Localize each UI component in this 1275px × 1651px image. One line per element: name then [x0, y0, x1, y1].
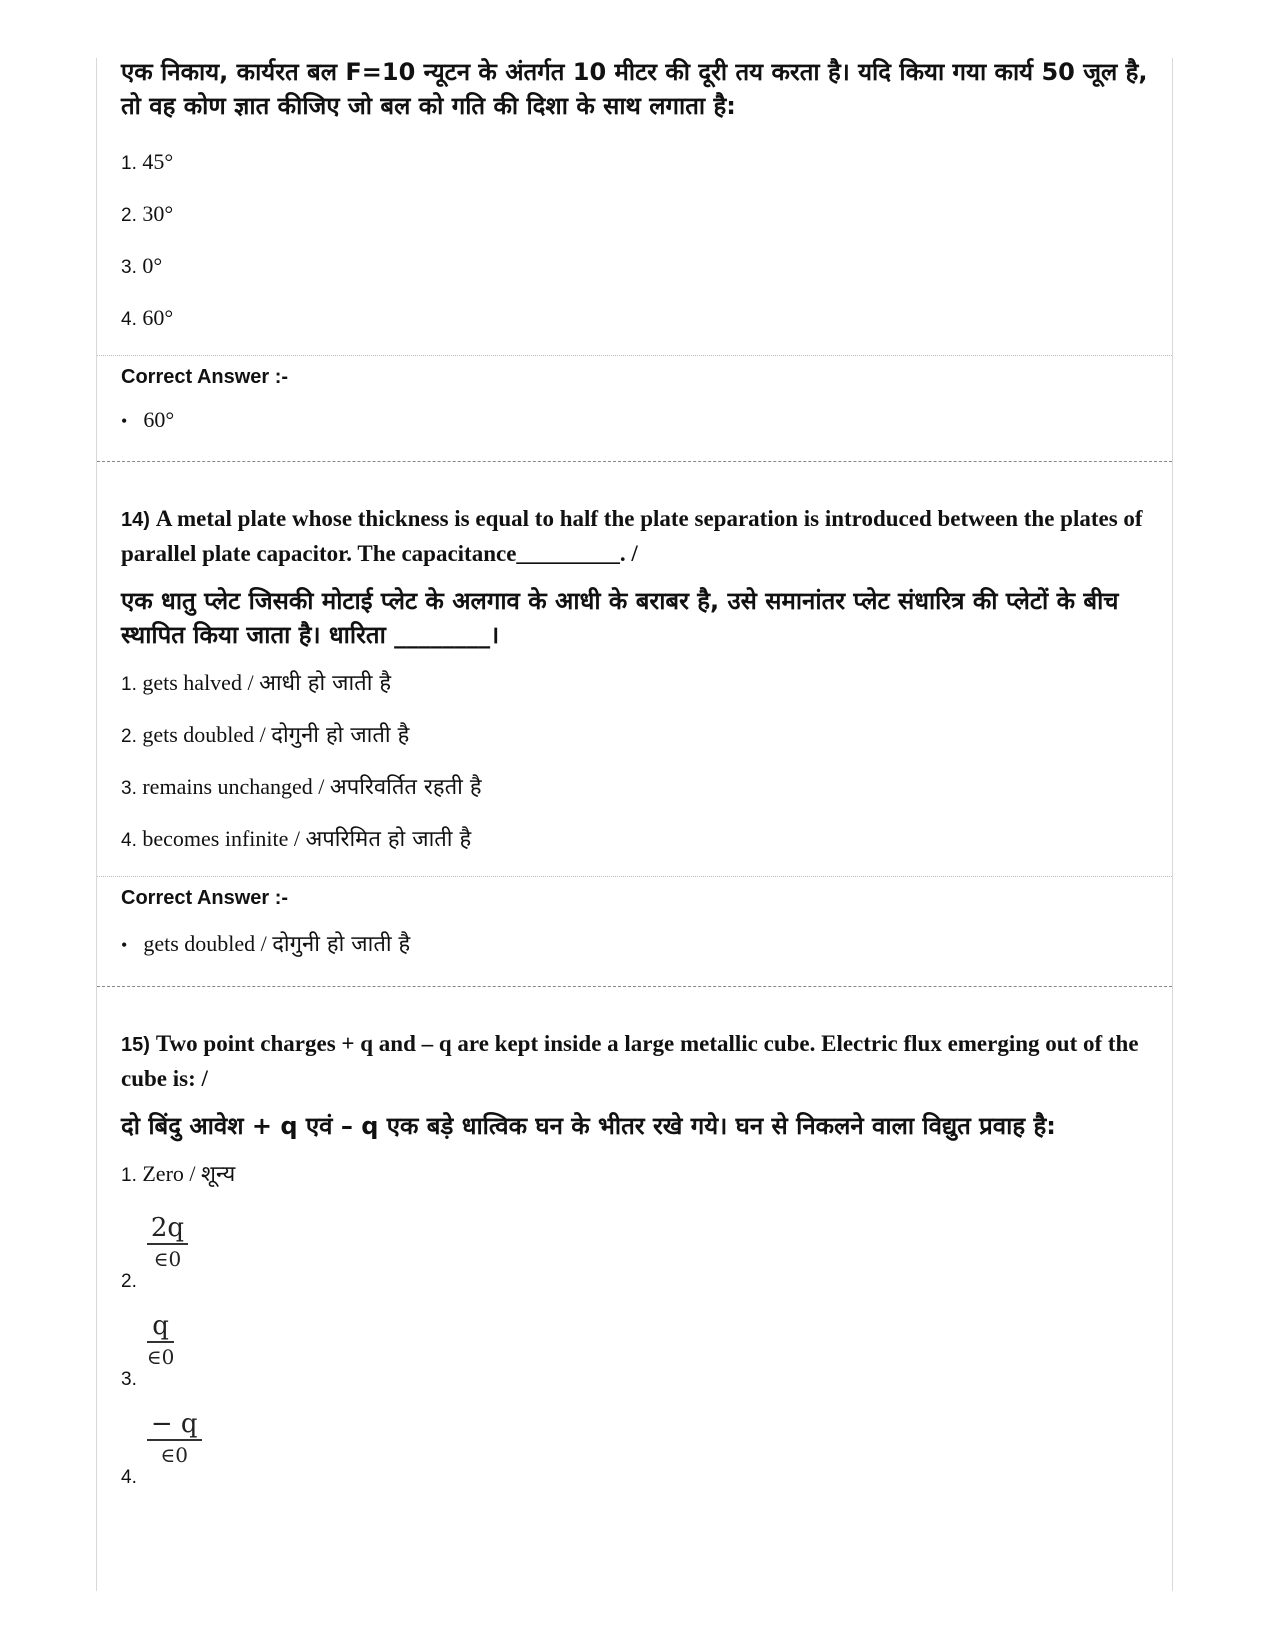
question-15-hindi: दो बिंदु आवेश + q एवं – q एक बड़े धात्विक घन के भीतर रखे गये। घन से निकलने वाला विद्युत प्रवाह है: — [121, 1112, 1056, 1140]
correct-answer-label: Correct Answer :- — [121, 887, 289, 909]
fraction: $\frac{- q}{\in 0}$ — [147, 1409, 202, 1469]
q13-option-2: 2. 30° — [121, 201, 174, 226]
fraction: $\frac{q}{\in 0}$ — [146, 1311, 175, 1369]
q15-option-1: 1. Zero / शून्य — [121, 1161, 236, 1187]
question-15-english: 15) Two point charges + q and – q are kept inside a large metallic cube. Electric flux emerging out of the cube is: / — [121, 1031, 1139, 1091]
question-14 — [97, 462, 1172, 876]
q13-option-3: 3. 0° — [121, 253, 163, 278]
question-13 — [97, 0, 1172, 355]
q14-option-1: 1. gets halved / आधी हो जाती है — [121, 670, 392, 696]
q13-option-4: 4. 60° — [121, 305, 174, 330]
q14-option-2: 2. gets doubled / दोगुनी हो जाती है — [121, 722, 410, 748]
q15-option-3: 3. $\frac{q}{\in 0}$ — [121, 1311, 175, 1390]
q13-option-1: 1. 45° — [121, 149, 174, 174]
question-paper — [97, 0, 1172, 1489]
question-15 — [97, 987, 1172, 1489]
question-14-english: 14) A metal plate whose thickness is equal to half the plate separation is introduced between the plates of parallel plate capacitor. The capacitance_________. / — [121, 506, 1143, 566]
q14-answer — [97, 877, 1172, 986]
right-border — [1172, 58, 1173, 1591]
question-13-hindi: एक निकाय, कार्यरत बल F=10 न्यूटन के अंतर्गत 10 मीटर की दूरी तय करता है। यदि किया गया कार्य 50 जूल है, तो वह कोण ज्ञात कीजिए जो बल को गति की दिशा के साथ लगाता है: — [121, 58, 1148, 120]
correct-answer-label: Correct Answer :- — [121, 366, 289, 388]
q14-option-3: 3. remains unchanged / अपरिवर्तित रहती है — [121, 774, 482, 800]
fraction: $\frac{2q}{\in 0}$ — [147, 1213, 188, 1273]
q14-option-4: 4. becomes infinite / अपरिमित हो जाती है — [121, 826, 472, 852]
q13-correct-answer: • 60° — [121, 407, 175, 432]
q13-answer — [97, 356, 1172, 461]
question-14-hindi: एक धातु प्लेट जिसकी मोटाई प्लेट के अलगाव के आधी के बराबर है, उसे समानांतर प्लेट संधारित्र की प्लेटों के बीच स्थापित किया जाता है। धारिता ________। — [121, 587, 1119, 649]
q15-option-4: 4. $\frac{- q}{\in 0}$ — [121, 1409, 1148, 1489]
q15-option-2: 2. $\frac{2q}{\in 0}$ — [121, 1213, 1148, 1293]
q14-correct-answer: • gets doubled / दोगुनी हो जाती है — [121, 931, 411, 957]
